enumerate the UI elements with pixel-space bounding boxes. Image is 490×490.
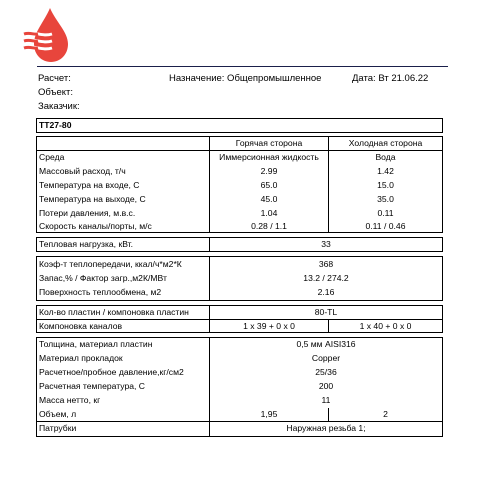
table-row bbox=[37, 151, 442, 164]
table-row bbox=[37, 272, 442, 285]
heat-load-box bbox=[36, 237, 443, 252]
table-row bbox=[37, 193, 442, 206]
param-label: Температура на выходе, С bbox=[39, 194, 146, 204]
transfer-value: 2.16 bbox=[317, 287, 335, 297]
transfer-label: Коэф-т теплопередачи, ккал/ч*м2*К bbox=[39, 259, 182, 269]
material-label: Масса нетто, кг bbox=[39, 395, 101, 405]
cold-value: 15.0 bbox=[377, 180, 394, 190]
volume-hot: 1,95 bbox=[260, 409, 278, 419]
volume-cold: 2 bbox=[383, 409, 388, 419]
cold-side-header: Холодная сторона bbox=[348, 138, 423, 148]
transfer-label: Поверхность теплообмена, м2 bbox=[39, 287, 162, 297]
table-row bbox=[37, 165, 442, 178]
param-label: Среда bbox=[39, 152, 65, 162]
customer-label: Заказчик: bbox=[38, 101, 80, 112]
cold-value: 0.11 / 0.46 bbox=[365, 221, 406, 231]
connections-value: Наружная резьба 1; bbox=[286, 423, 366, 433]
params-table bbox=[36, 136, 443, 233]
cold-value: 1.42 bbox=[377, 166, 394, 176]
transfer-table bbox=[36, 256, 443, 301]
heat-load-label: Тепловая нагрузка, кВт. bbox=[39, 239, 134, 249]
calc-label: Расчет: bbox=[38, 73, 71, 84]
param-label: Скорость каналы/порты, м/с bbox=[39, 221, 152, 231]
transfer-label: Запас,% / Фактор загр.,м2К/МВт bbox=[39, 273, 167, 283]
table-row bbox=[37, 306, 442, 319]
table-row bbox=[37, 366, 442, 379]
hot-value: 1.04 bbox=[260, 208, 278, 218]
hot-side-header: Горячая сторона bbox=[235, 138, 303, 148]
material-label: Расчетное/пробное давление,кг/см2 bbox=[39, 367, 184, 377]
table-row bbox=[37, 258, 442, 271]
table-row bbox=[37, 422, 442, 435]
material-table bbox=[36, 337, 443, 437]
table-row bbox=[37, 394, 442, 407]
table-row bbox=[37, 338, 442, 351]
material-label: Толщина, материал пластин bbox=[39, 339, 153, 349]
hot-value: 65.0 bbox=[260, 180, 278, 190]
table-row bbox=[37, 352, 442, 365]
channel-layout-label: Компоновка каналов bbox=[39, 321, 123, 331]
heat-load-value: 33 bbox=[321, 239, 331, 249]
table-row bbox=[37, 220, 442, 233]
plates-table bbox=[36, 305, 443, 333]
plates-count-value: 80-TL bbox=[314, 307, 338, 317]
material-value: Copper bbox=[311, 353, 341, 363]
material-value: 200 bbox=[318, 381, 334, 391]
purpose-text: Назначение: Общепромышленное bbox=[169, 73, 322, 84]
channel-layout-cold: 1 x 40 + 0 x 0 bbox=[359, 321, 412, 331]
transfer-value: 368 bbox=[318, 259, 334, 269]
material-value: 0,5 мм AISI316 bbox=[296, 339, 356, 349]
volume-label: Объем, л bbox=[39, 409, 77, 419]
table-row bbox=[37, 408, 442, 421]
param-label: Массовый расход, т/ч bbox=[39, 166, 126, 176]
header-divider bbox=[37, 66, 448, 67]
model-name: TT27-80 bbox=[39, 120, 72, 130]
connections-label: Патрубки bbox=[39, 423, 77, 433]
transfer-value: 13.2 / 274.2 bbox=[303, 273, 349, 283]
channel-layout-hot: 1 x 39 + 0 x 0 bbox=[243, 321, 295, 331]
cold-value: 0.11 bbox=[377, 208, 394, 218]
material-label: Расчетная температура, С bbox=[39, 381, 146, 391]
hot-value: 45.0 bbox=[260, 194, 278, 204]
date-text: Дата: Вт 21.06.22 bbox=[352, 73, 429, 84]
object-label: Объект: bbox=[38, 87, 73, 98]
plates-count-label: Кол-во пластин / компоновка пластин bbox=[39, 307, 189, 317]
param-label: Потери давления, м.в.с. bbox=[39, 208, 136, 218]
table-row bbox=[37, 320, 442, 333]
table-row bbox=[37, 380, 442, 393]
material-value: 11 bbox=[321, 395, 331, 405]
table-row bbox=[37, 286, 442, 299]
material-label: Материал прокладок bbox=[39, 353, 123, 363]
hot-value: 2.99 bbox=[260, 166, 278, 176]
table-row bbox=[37, 179, 442, 192]
cold-value: 35.0 bbox=[377, 194, 394, 204]
hot-value: Иммерсионная жидкость bbox=[219, 152, 319, 162]
company-logo bbox=[22, 4, 72, 64]
hot-value: 0.28 / 1.1 bbox=[251, 221, 287, 231]
cold-value: Вода bbox=[375, 152, 396, 162]
model-box bbox=[36, 118, 443, 133]
param-label: Температура на входе, С bbox=[39, 180, 140, 190]
material-value: 25/36 bbox=[315, 367, 337, 377]
params-header-row bbox=[37, 137, 442, 150]
table-row bbox=[37, 207, 442, 220]
